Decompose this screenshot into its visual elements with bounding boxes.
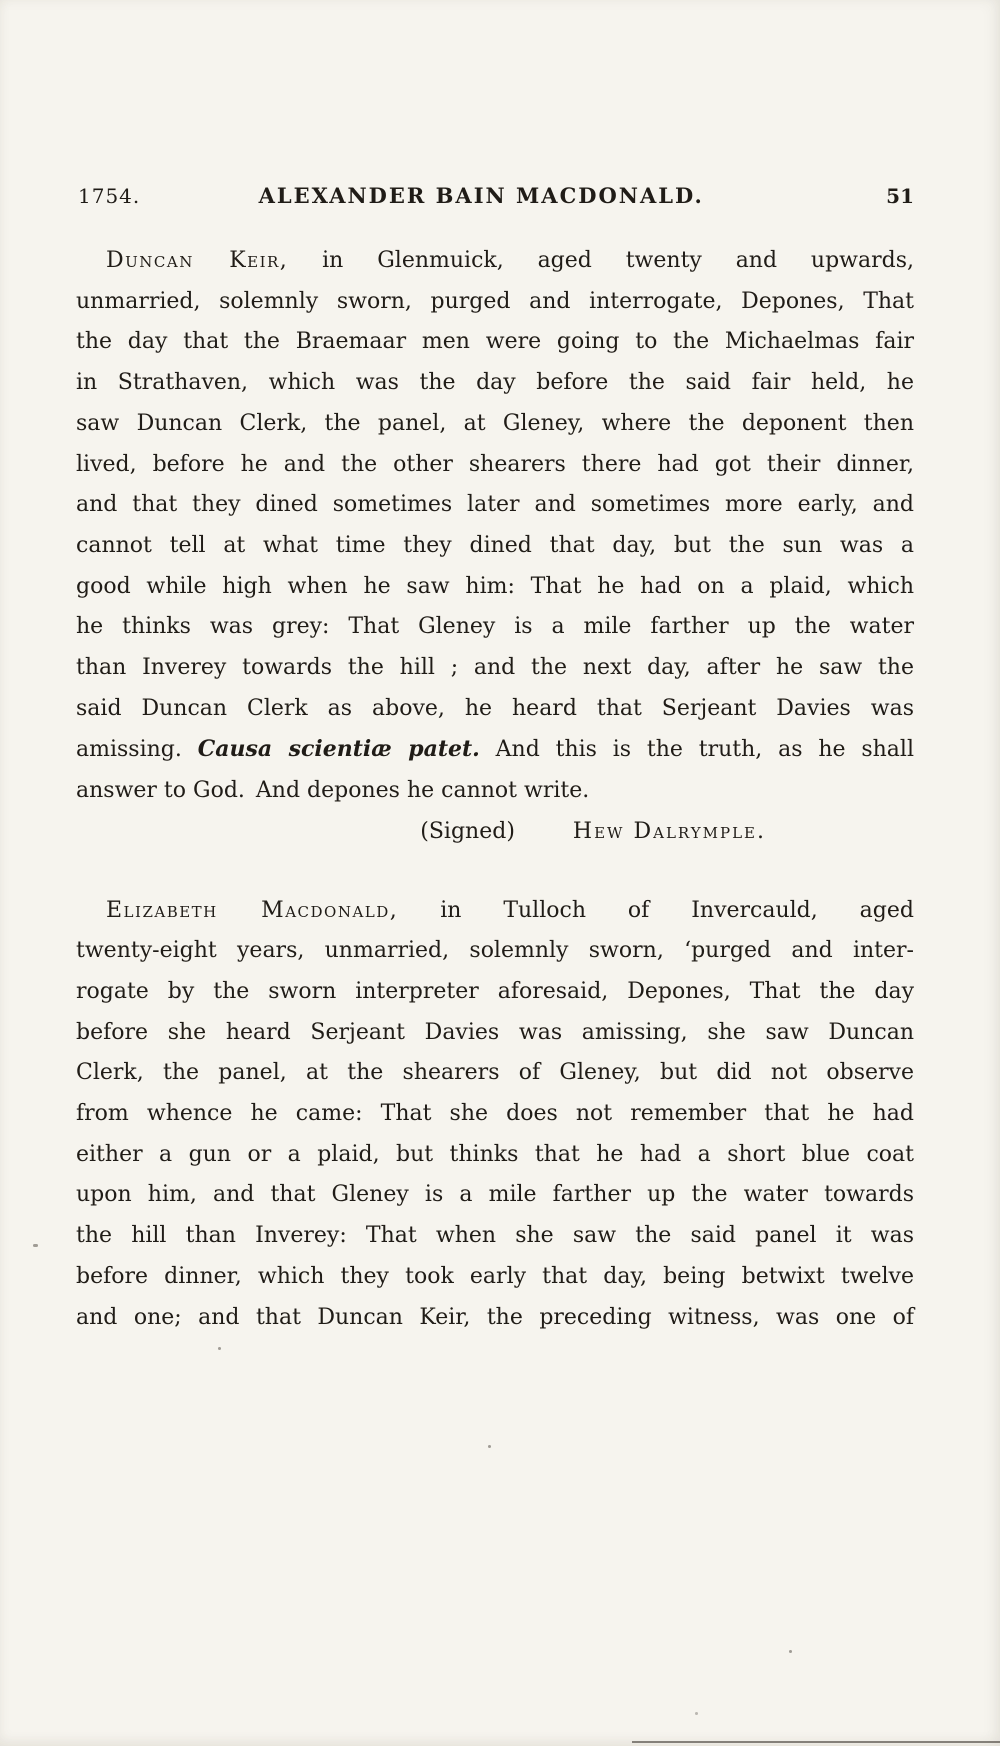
text-line	[76, 526, 914, 567]
text-segment: Clerk, the panel, at the shearers of Gleney, but did not observe	[76, 1060, 914, 1086]
text-segment: lived, before he and the other shearers there had got their dinner,	[76, 451, 914, 477]
text-line	[76, 363, 914, 404]
text-segment: he thinks was grey: That Gleney is a mile farther up the water	[76, 614, 914, 640]
text-segment: the day that the Braemaar men were going to the Michaelmas fair	[76, 329, 914, 355]
text-line	[76, 1175, 914, 1216]
text-line	[76, 445, 914, 486]
text-segment: and one; and that Duncan Keir, the preceding witness, was one of	[76, 1304, 914, 1330]
text-segment: unmarried, solemnly sworn, purged and interrogate, Depones, That	[76, 288, 914, 314]
page-header	[78, 183, 914, 208]
scan-speck	[218, 1347, 221, 1350]
text-segment: either a gun or a plaid, but thinks that he had a short blue coat	[76, 1141, 914, 1167]
latin-phrase: Causa scientiæ patet.	[197, 736, 480, 763]
text-line	[76, 1013, 914, 1054]
text-segment: before she heard Serjeant Davies was amissing, she saw Duncan	[76, 1019, 914, 1045]
text-segment: in Tulloch of Invercauld, aged	[398, 897, 914, 923]
text-line	[76, 972, 914, 1013]
text-line	[76, 1094, 914, 1135]
text-segment: in Strathaven, which was the day before the said fair held, he	[76, 370, 914, 396]
text-line	[76, 607, 914, 648]
paragraph	[76, 241, 914, 853]
text-line	[76, 891, 914, 932]
text-line	[76, 1257, 914, 1298]
text-segment: twenty-eight years, unmarried, solemnly sworn, ‘purged and inter-	[76, 938, 914, 964]
scan-speck	[695, 1712, 698, 1715]
page-title: ALEXANDER BAIN MACDONALD.	[258, 183, 704, 208]
text-line	[76, 648, 914, 689]
text-segment: saw Duncan Clerk, the panel, at Gleney, where the deponent then	[76, 410, 914, 436]
page-number: 51	[886, 184, 914, 208]
text-line	[76, 241, 914, 282]
text-segment: amissing.	[76, 737, 198, 763]
smallcaps-name: Duncan Keir,	[106, 248, 289, 273]
text-block	[76, 241, 914, 1338]
smallcaps-name: Elizabeth Macdonald,	[106, 897, 399, 923]
text-line	[76, 1298, 914, 1339]
text-segment: the hill than Inverey: That when she saw the said panel it was	[76, 1223, 914, 1249]
text-line	[76, 322, 914, 363]
scan-speck	[33, 1244, 38, 1247]
text-line	[76, 282, 914, 323]
text-line	[76, 1053, 914, 1094]
page-edge-shadow	[632, 1741, 1000, 1743]
text-segment: than Inverey towards the hill ; and the next day, after he saw the	[76, 655, 914, 681]
text-line	[76, 1135, 914, 1176]
text-line	[76, 931, 914, 972]
text-segment: upon him, and that Gleney is a mile farther up the water towards	[76, 1182, 914, 1208]
text-line	[76, 729, 914, 771]
text-line	[76, 404, 914, 445]
signed-label: (Signed)	[420, 818, 515, 844]
text-segment: in Glenmuick, aged twenty and upwards,	[288, 248, 914, 273]
header-year: 1754.	[78, 184, 141, 208]
scan-speck	[789, 1650, 792, 1653]
text-segment: from whence he came: That she does not remember that he had	[76, 1101, 914, 1127]
text-line	[76, 485, 914, 526]
text-line	[76, 689, 914, 730]
text-segment: And this is the truth, as he shall	[479, 737, 914, 763]
text-segment: said Duncan Clerk as above, he heard that Serjeant Davies was	[76, 695, 914, 721]
text-line	[76, 771, 914, 812]
text-segment: cannot tell at what time they dined that day, but the sun was a	[76, 532, 914, 558]
text-segment: rogate by the sworn interpreter aforesaid, Depones, That the day	[76, 978, 914, 1004]
text-segment: before dinner, which they took early that day, being betwixt twelve	[76, 1263, 914, 1289]
signatory-name: Hew Dalrymple.	[572, 818, 766, 844]
text-segment: good while high when he saw him: That he had on a plaid, which	[76, 573, 914, 599]
text-segment: answer to God. And depones he cannot write.	[76, 778, 590, 804]
scan-speck	[488, 1445, 491, 1448]
text-segment: and that they dined sometimes later and sometimes more early, and	[76, 492, 914, 518]
paragraph	[76, 891, 914, 1339]
text-line	[76, 1216, 914, 1257]
text-line	[76, 567, 914, 608]
signature-line	[76, 812, 914, 853]
